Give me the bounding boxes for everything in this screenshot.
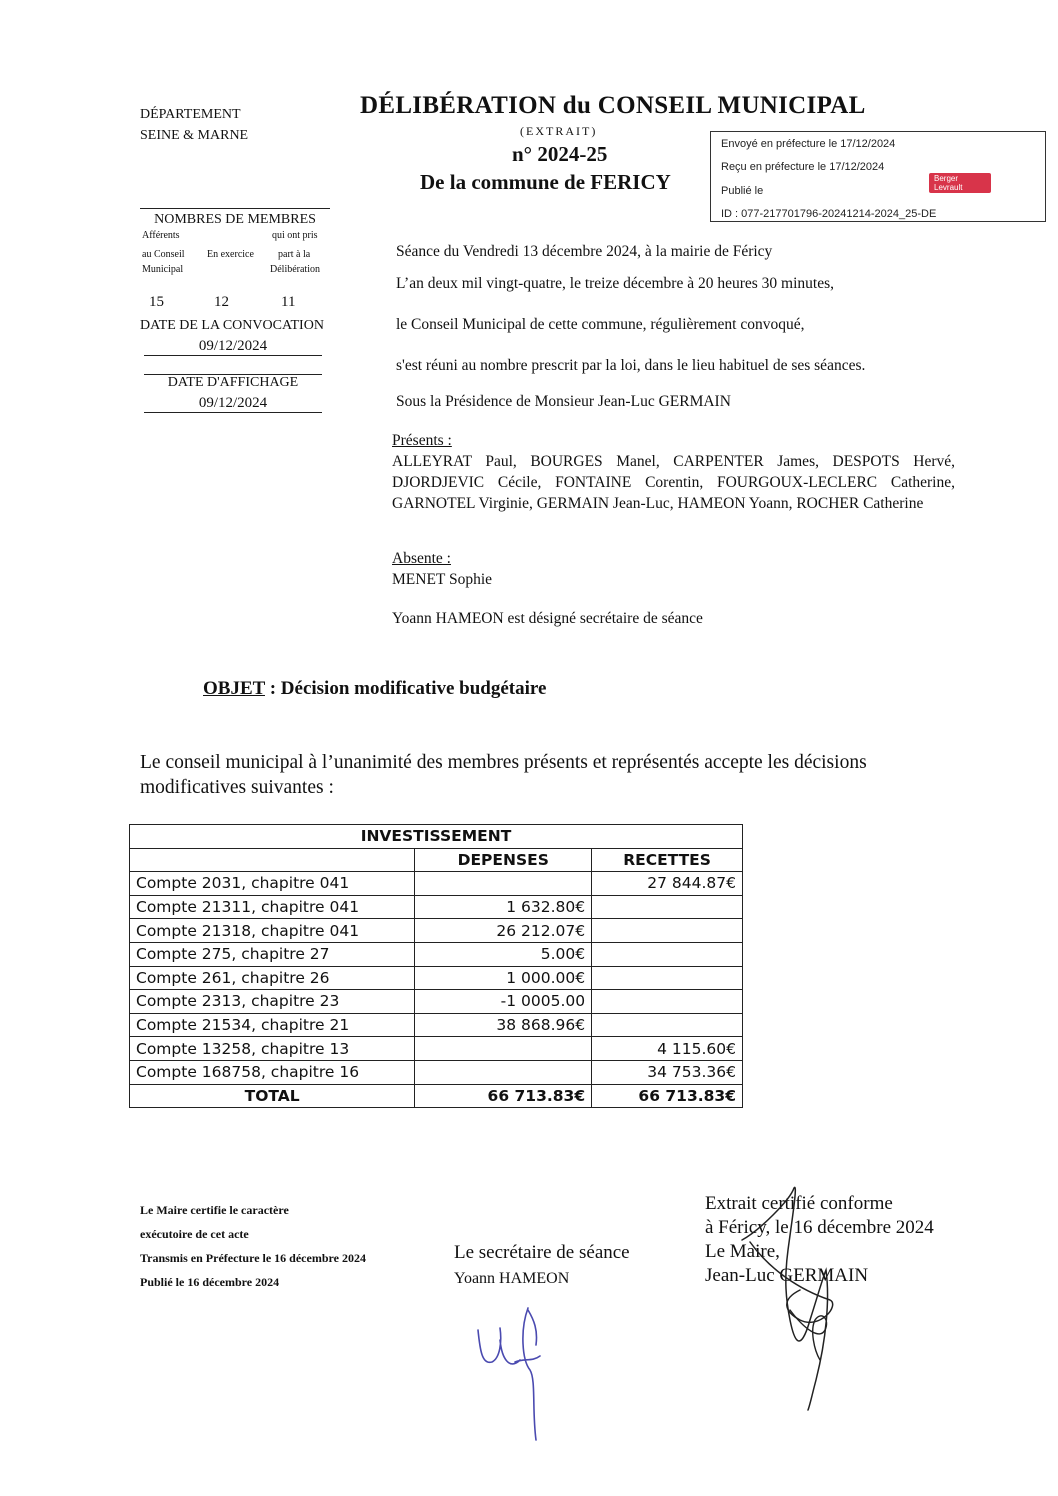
cell-depenses: 1 632.80€ xyxy=(415,895,592,919)
maire-line3: Le Maire, xyxy=(705,1241,780,1262)
table-row xyxy=(130,942,743,966)
table-row xyxy=(130,1013,743,1037)
cell-recettes xyxy=(592,990,743,1014)
berger-levrault-logo xyxy=(929,173,991,193)
presents-block xyxy=(392,430,955,514)
cell-depenses: 1 000.00€ xyxy=(415,966,592,990)
cell-compte: Compte 261, chapitre 26 xyxy=(130,966,415,990)
members-heading: NOMBRES DE MEMBRES xyxy=(140,208,330,228)
cell-recettes xyxy=(592,942,743,966)
members-exercice: 12 xyxy=(214,294,229,310)
col1-label-c: Municipal xyxy=(142,264,184,275)
table-row xyxy=(130,895,743,919)
absente-label: Absente : xyxy=(392,550,451,567)
table-row xyxy=(130,990,743,1014)
cell-compte: Compte 21318, chapitre 041 xyxy=(130,919,415,943)
extrait-label: (EXTRAIT) xyxy=(520,124,598,138)
seance-line5: Sous la Présidence de Monsieur Jean-Luc GERMAIN xyxy=(396,393,731,410)
cell-compte: Compte 13258, chapitre 13 xyxy=(130,1037,415,1061)
certification-block xyxy=(140,1198,366,1294)
col2-label: En exercice xyxy=(207,249,254,260)
table-row xyxy=(130,919,743,943)
cell-compte: Compte 21534, chapitre 21 xyxy=(130,1013,415,1037)
cell-depenses xyxy=(415,1037,592,1061)
absente-block xyxy=(392,548,955,590)
table-row xyxy=(130,966,743,990)
stamp-envoye: Envoyé en préfecture le 17/12/2024 xyxy=(721,138,896,150)
presents-label: Présents : xyxy=(392,432,452,449)
cell-recettes: 27 844.87€ xyxy=(592,872,743,896)
header-recettes: RECETTES xyxy=(592,848,743,872)
cell-recettes xyxy=(592,919,743,943)
stamp-recu: Reçu en préfecture le 17/12/2024 xyxy=(721,161,885,173)
table-row xyxy=(130,1060,743,1084)
maire-line2: à Féricy, le 16 décembre 2024 xyxy=(705,1217,934,1238)
cell-compte: Compte 275, chapitre 27 xyxy=(130,942,415,966)
cell-recettes: 34 753.36€ xyxy=(592,1060,743,1084)
cell-recettes: 4 115.60€ xyxy=(592,1037,743,1061)
convocation-date: 09/12/2024 xyxy=(144,338,322,356)
cell-recettes xyxy=(592,966,743,990)
secretaire-designation: Yoann HAMEON est désigné secrétaire de séance xyxy=(392,610,703,627)
header-compte xyxy=(130,848,415,872)
seance-line4: s'est réuni au nombre prescrit par la loi, dans le lieu habituel de ses séances. xyxy=(396,357,866,374)
seance-line2: L’an deux mil vingt-quatre, le treize décembre à 20 heures 30 minutes, xyxy=(396,275,835,292)
cert-line2: exécutoire de cet acte xyxy=(140,1227,249,1241)
affichage-date: 09/12/2024 xyxy=(144,395,322,413)
cell-depenses: 26 212.07€ xyxy=(415,919,592,943)
commune-title: De la commune de FERICY xyxy=(420,170,671,194)
department-name: SEINE & MARNE xyxy=(140,128,249,143)
table-total-row xyxy=(130,1084,743,1108)
maire-line1: Extrait certifié conforme xyxy=(705,1193,893,1214)
absente-name: MENET Sophie xyxy=(392,571,493,588)
secretary-signature xyxy=(470,1300,560,1450)
members-block xyxy=(140,208,330,418)
cell-recettes xyxy=(592,895,743,919)
affichage-label: DATE D'AFFICHAGE xyxy=(144,374,322,391)
stamp-publie: Publié le xyxy=(721,185,764,197)
department-block xyxy=(140,104,248,146)
cell-compte: Compte 21311, chapitre 041 xyxy=(130,895,415,919)
document-title: DÉLIBÉRATION du CONSEIL MUNICIPAL xyxy=(360,92,866,119)
total-recettes: 66 713.83€ xyxy=(592,1084,743,1108)
objet-text: : Décision modificative budgétaire xyxy=(264,678,547,699)
cert-line3: Transmis en Préfecture le 16 décembre 2024 xyxy=(140,1251,366,1265)
cell-compte: Compte 2313, chapitre 23 xyxy=(130,990,415,1014)
cert-line1: Le Maire certifie le caractère xyxy=(140,1203,289,1217)
cell-depenses: -1 0005.00 xyxy=(415,990,592,1014)
secretaire-label: Le secrétaire de séance xyxy=(454,1242,630,1263)
table-header-row xyxy=(130,848,743,872)
department-label: DÉPARTEMENT xyxy=(140,107,241,122)
seance-line1: Séance du Vendredi 13 décembre 2024, à la mairie de Féricy xyxy=(396,243,773,260)
col3-label-b: part à la xyxy=(278,249,311,260)
cell-depenses: 5.00€ xyxy=(415,942,592,966)
col1-label-a: Afférents xyxy=(142,230,180,241)
secretaire-block xyxy=(454,1240,630,1292)
cell-depenses xyxy=(415,1060,592,1084)
table-row xyxy=(130,1037,743,1061)
deliberation-number: n° 2024-25 xyxy=(512,142,608,166)
objet-line xyxy=(203,678,546,700)
table-row xyxy=(130,872,743,896)
header-depenses: DEPENSES xyxy=(415,848,592,872)
convocation-label: DATE DE LA CONVOCATION xyxy=(140,318,324,333)
col3-label-a: qui ont pris xyxy=(272,230,318,241)
cell-compte: Compte 2031, chapitre 041 xyxy=(130,872,415,896)
col1-label-b: au Conseil xyxy=(142,249,185,260)
cert-line4: Publié le 16 décembre 2024 xyxy=(140,1275,280,1289)
cell-depenses: 38 868.96€ xyxy=(415,1013,592,1037)
col3-label-c: Délibération xyxy=(270,264,320,275)
secretaire-name: Yoann HAMEON xyxy=(454,1270,570,1287)
table-title-row xyxy=(130,825,743,849)
logo-line2: Levrault xyxy=(934,183,963,192)
mayor-signature xyxy=(730,1180,870,1420)
cell-compte: Compte 168758, chapitre 16 xyxy=(130,1060,415,1084)
logo-line1: Berger xyxy=(934,174,959,183)
maire-line4: Jean-Luc GERMAIN xyxy=(705,1265,869,1286)
seance-line3: le Conseil Municipal de cette commune, régulièrement convoqué, xyxy=(396,316,805,333)
presents-list: ALLEYRAT Paul, BOURGES Manel, CARPENTER James, DESPOTS Hervé, DJORDJEVIC Cécile, FONTAINE Corentin, FOURGOUX-LECLERC Catherine, GARNOTEL Virginie, GERMAIN Jean-Luc, HAMEON Yoann, ROCHER Catherine xyxy=(392,453,955,512)
total-label: TOTAL xyxy=(130,1084,415,1108)
decision-text: Le conseil municipal à l’unanimité des membres présents et représentés accepte les décisions modificatives suivantes : xyxy=(140,752,867,798)
members-afferents: 15 xyxy=(149,294,164,310)
members-votants: 11 xyxy=(281,294,296,310)
cell-recettes xyxy=(592,1013,743,1037)
stamp-id: ID : 077-217701796-20241214-2024_25-DE xyxy=(721,208,937,220)
prefecture-stamp xyxy=(710,131,1046,222)
total-depenses: 66 713.83€ xyxy=(415,1084,592,1108)
cell-depenses xyxy=(415,872,592,896)
budget-table xyxy=(129,824,743,1108)
table-title: INVESTISSEMENT xyxy=(130,825,743,849)
objet-label: OBJET xyxy=(203,678,265,699)
